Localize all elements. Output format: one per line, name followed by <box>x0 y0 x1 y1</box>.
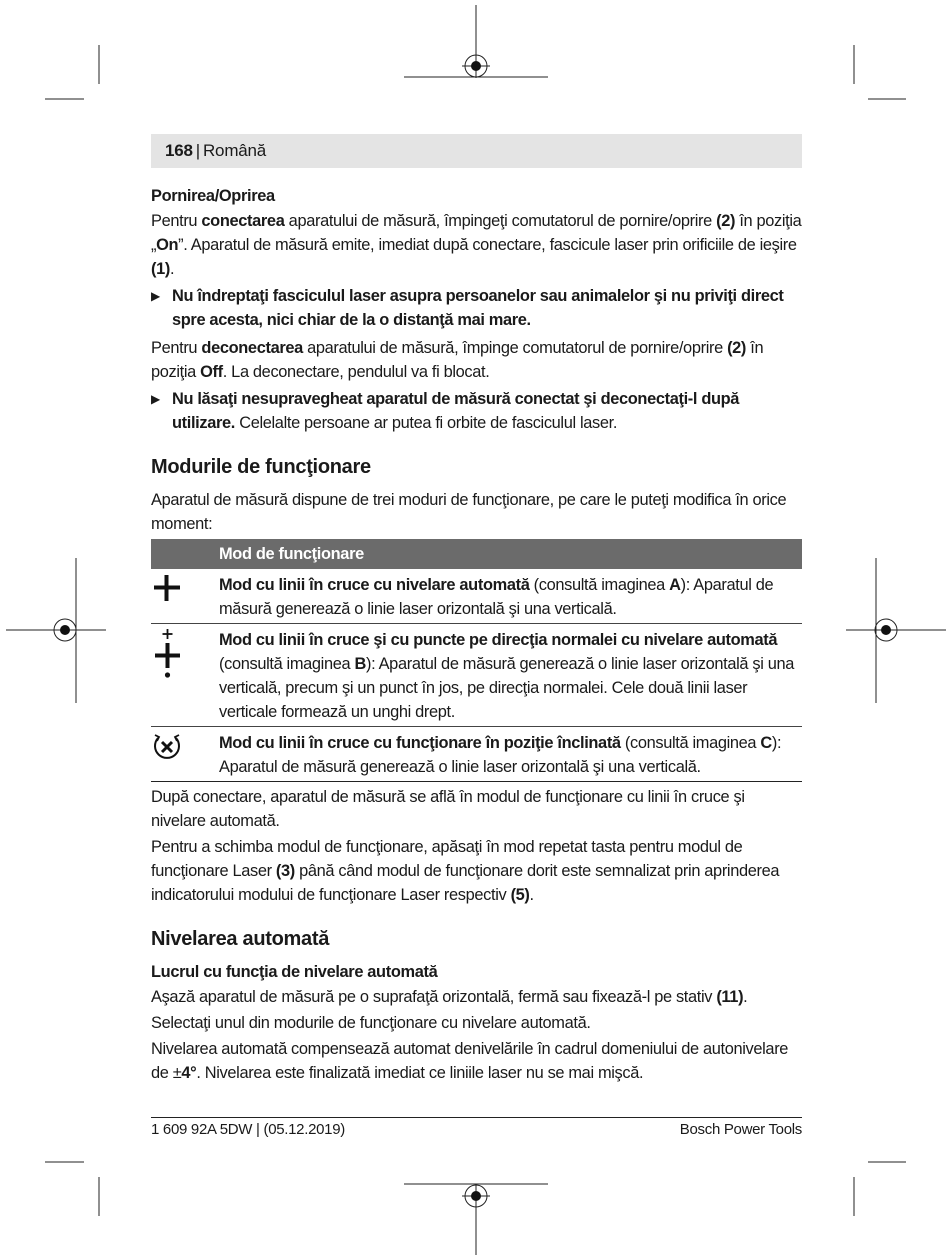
modes-intro: Aparatul de măsură dispune de trei moduri de funcţionare, pe care le puteţi modifica în orice moment: <box>151 491 787 533</box>
cross-lines-icon <box>151 571 185 605</box>
leveling-p2: Selectaţi unul din modurile de funcţionare cu nivelare automată. <box>151 1014 591 1032</box>
leveling-heading: Nivelarea automată <box>151 928 330 950</box>
modes-heading: Modurile de funcţionare <box>151 456 371 478</box>
warning-bullet-icon: ▶ <box>151 289 160 303</box>
header-language: Română <box>202 141 267 160</box>
table-row: Mod cu linii în cruce cu nivelare automată (consultă imaginea A): Aparatul de măsură generează o linie laser orizontală şi una verticală. <box>151 569 802 624</box>
table-row: Mod cu linii în cruce şi cu puncte pe direcţia normalei cu nivelare automată (consultă imaginea B): Aparatul de măsură generează o linie laser orizontală şi una verticală, precum şi un punct în jos, pe direcţia normalei. Cele două linii laser verticale formează un unghi drept. <box>151 624 802 727</box>
modes-switch-paragraph: Pentru a schimba modul de funcţionare, apăsaţi în mod repetat tasta pentru modul de funcţionare Laser (3) până când modul de funcţionare dorit este semnalizat prin aprinderea indicatorului modului de funcţionare Laser respectiv (5). <box>151 838 780 904</box>
table-header-row <box>151 539 802 569</box>
on-off-heading: Pornirea/Oprirea <box>151 187 275 205</box>
leveling-p1: Aşază aparatul de măsură pe o suprafaţă orizontală, fermă sau fixează-l pe stativ (11). <box>151 988 748 1006</box>
warning-bullet-icon: ▶ <box>151 392 160 406</box>
table-header-label: Mod de funcţionare <box>219 539 802 569</box>
off-paragraph: Pentru deconectarea aparatului de măsură, împinge comutatorul de pornire/oprire (2) în poziţia Off. La deconectare, pendulul va fi blocat. <box>151 339 764 381</box>
cross-plumb-points-icon <box>151 626 185 684</box>
on-paragraph: Pentru conectarea aparatului de măsură, împingeţi comutatorul de pornire/oprire (2) în poziţia „On”. Aparatul de măsură emite, imediat după conectare, fascicule laser prin orificiile de ieşire (1). <box>151 212 802 278</box>
leveling-subheading: Lucrul cu funcţia de nivelare automată <box>151 963 438 981</box>
footer-document-id: 1 609 92A 5DW | (05.12.2019) <box>151 1121 345 1138</box>
page-number: 168 <box>165 141 193 160</box>
table-row: Mod cu linii în cruce cu funcţionare în poziţie înclinată (consultă imaginea C): Aparatul de măsură generează o linie laser orizontală şi una verticală. <box>151 727 802 782</box>
modes-after-on: După conectare, aparatul de măsură se află în modul de funcţionare cu linii în cruce şi nivelare automată. <box>151 788 745 830</box>
warning-laser-eyes: ▶ Nu îndreptaţi fasciculul laser asupra persoanelor sau animalelor şi nu priviţi direct spre acesta, nici chiar de la o distanţă mai mare. <box>151 284 802 332</box>
modes-table <box>151 539 802 782</box>
page-content <box>151 182 802 1087</box>
page-header <box>151 134 802 168</box>
header-separator: | <box>195 141 200 160</box>
leveling-p3: Nivelarea automată compensează automat denivelările în cadrul domeniului de autonivelare de ±4°. Nivelarea este finalizată imediat ce liniile laser nu se mai mişcă. <box>151 1040 789 1082</box>
page-footer <box>151 1117 802 1138</box>
warning-unattended: ▶ Nu lăsaţi nesupravegheat aparatul de măsură conectat şi deconectaţi-l după utilizare. Celelalte persoane ar putea fi orbite de fasciculul laser. <box>151 387 802 435</box>
footer-brand: Bosch Power Tools <box>679 1121 802 1138</box>
tilt-mode-icon <box>151 729 185 763</box>
